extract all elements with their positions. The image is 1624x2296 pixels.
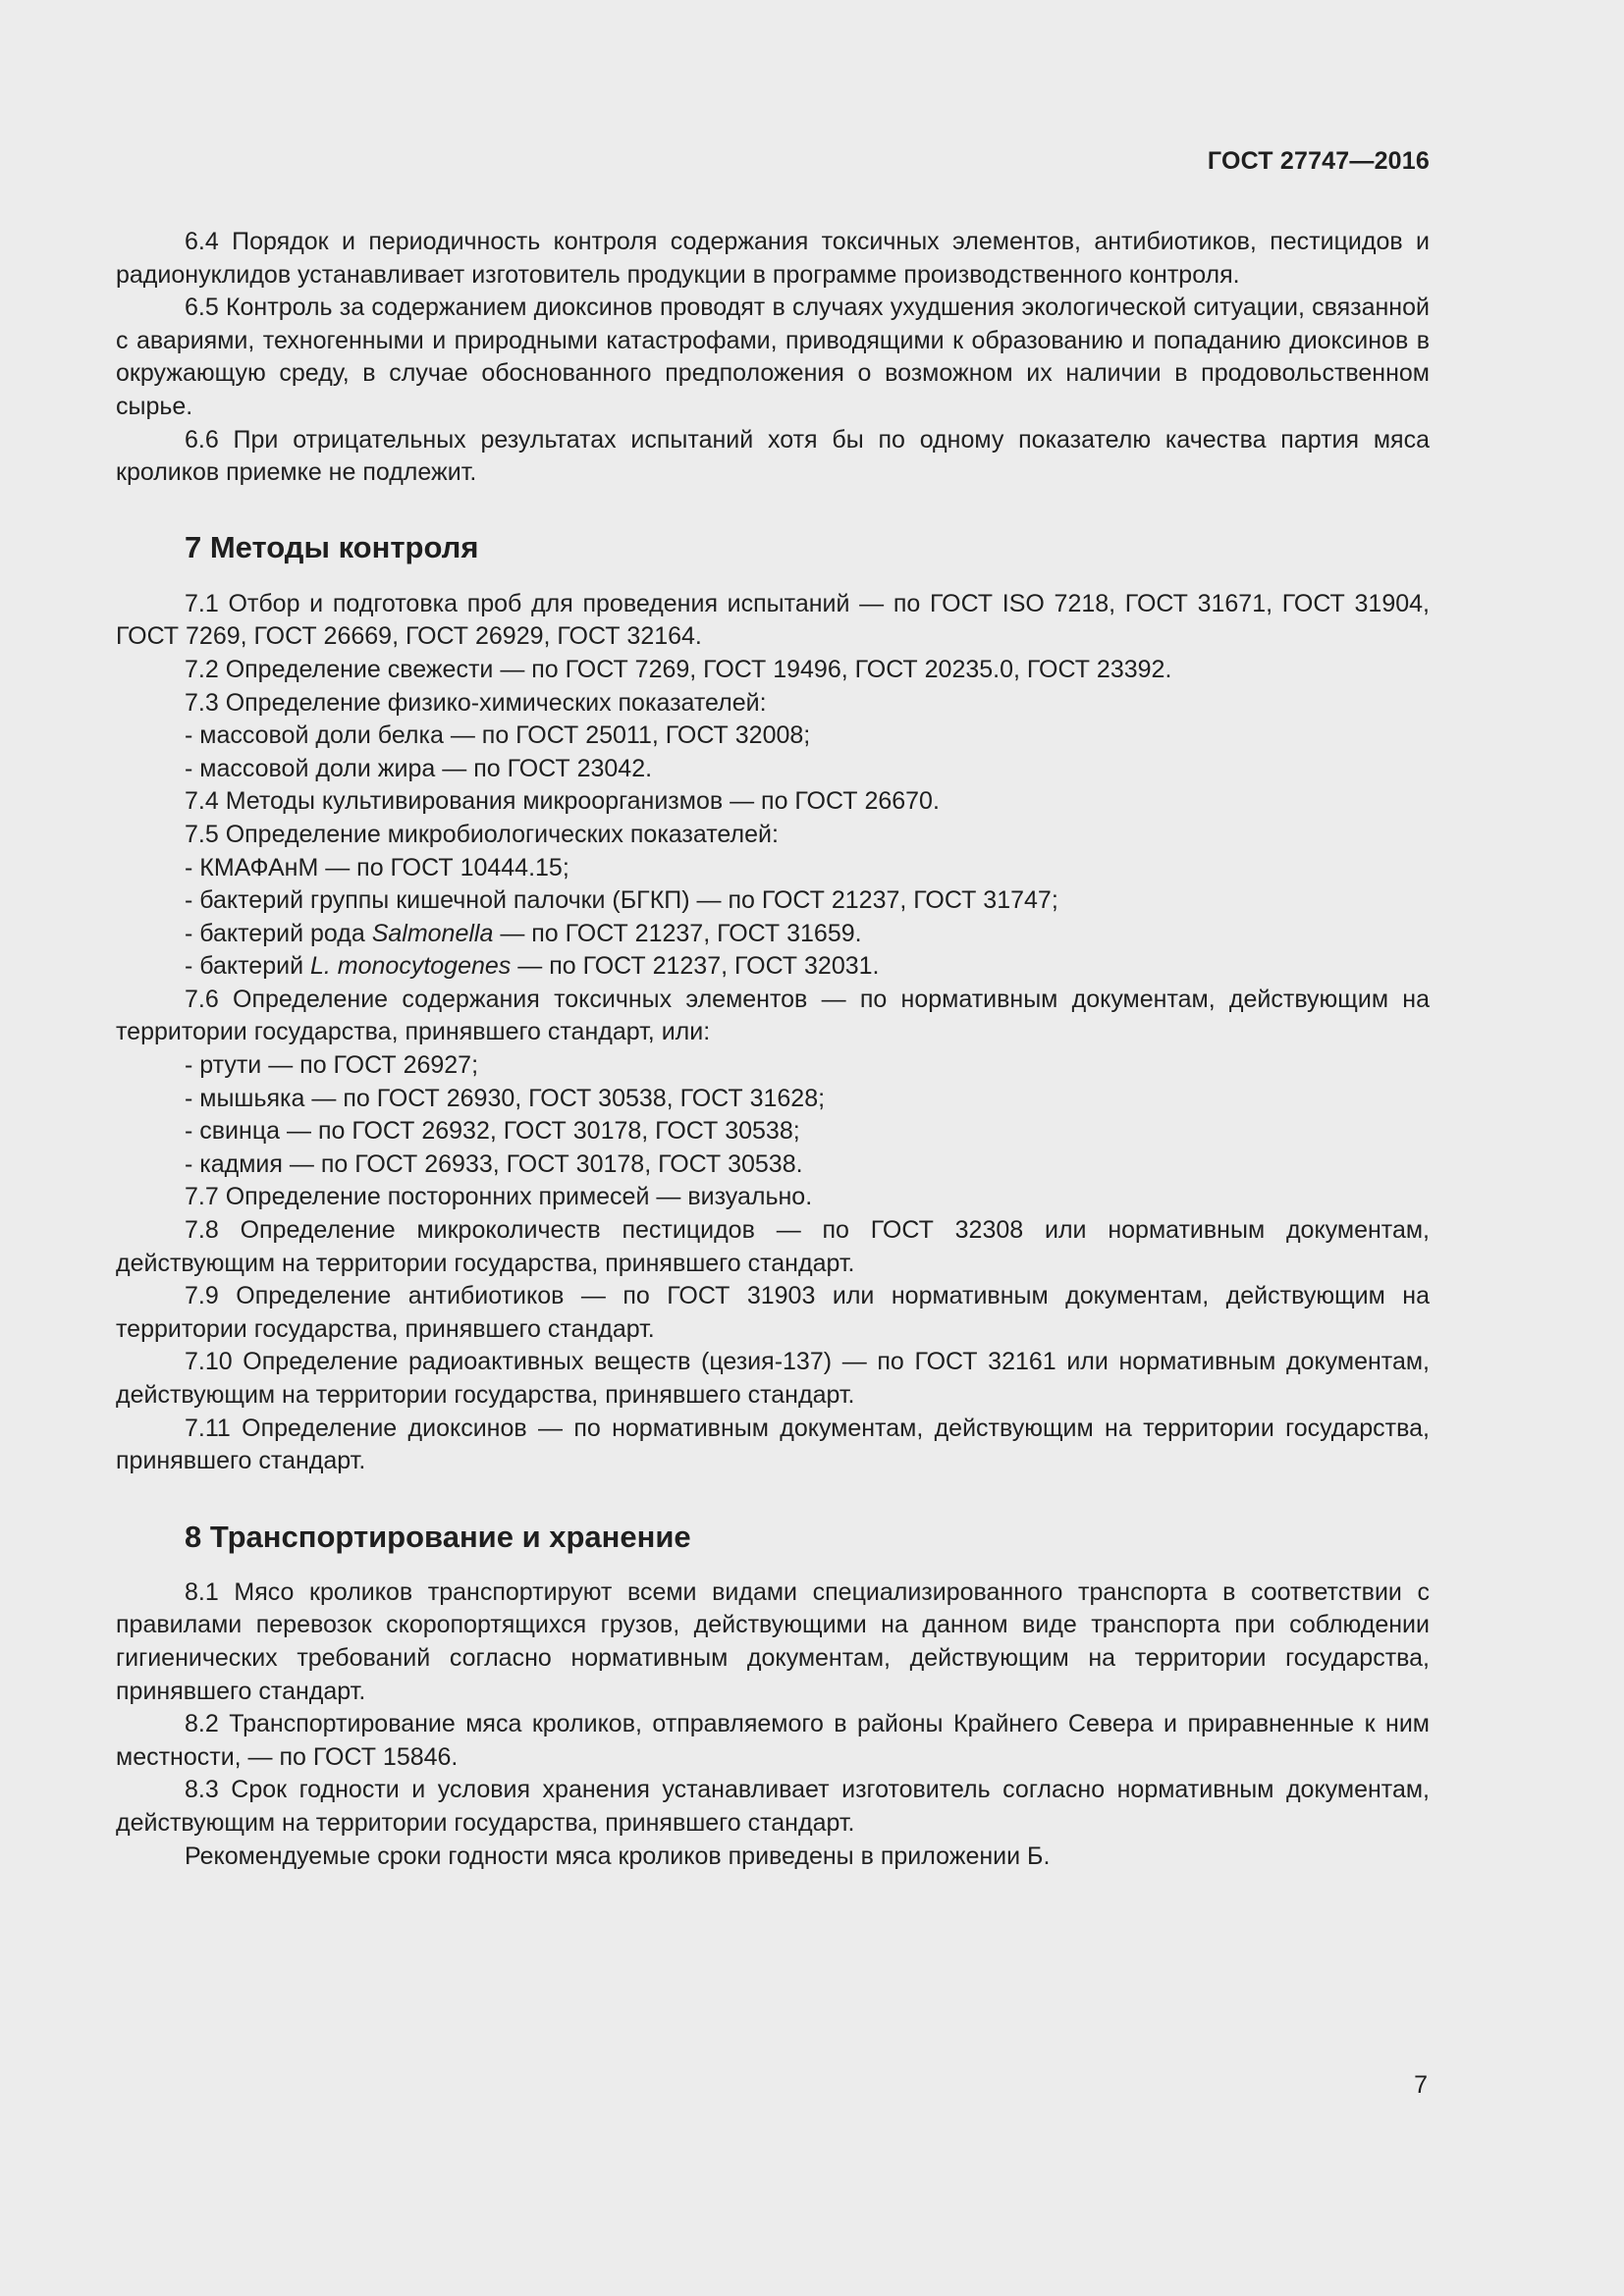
- paragraph-7-2: 7.2 Определение свежести — по ГОСТ 7269, ГОСТ 19496, ГОСТ 20235.0, ГОСТ 23392.: [185, 655, 1172, 683]
- list-item: - КМАФАнМ — по ГОСТ 10444.15;: [185, 853, 569, 881]
- paragraph-8-3: 8.3 Срок годности и условия хранения устанавливает изготовитель согласно нормативным документам, действующим на территории государства, принявшего стандарт.: [116, 1776, 1430, 1837]
- paragraph-7-8: 7.8 Определение микроколичеств пестицидов — по ГОСТ 32308 или нормативным документам, действующим на территории государства, принявшего стандарт.: [116, 1216, 1430, 1277]
- list-item: - массовой доли белка — по ГОСТ 25011, ГОСТ 32008;: [185, 721, 811, 750]
- paragraph-7-9: 7.9 Определение антибиотиков — по ГОСТ 31903 или нормативным документам, действующим на территории государства, принявшего стандарт.: [116, 1282, 1430, 1343]
- paragraph-6-5: 6.5 Контроль за содержанием диоксинов проводят в случаях ухудшения экологической ситуации, связанной с авариями, техногенными и природными катастрофами, приводящими к образованию и попаданию диоксинов в окружающую среду, в случае обоснованного предположения о возможном их наличии в продовольственном сырье.: [116, 294, 1430, 420]
- paragraph-7-3: 7.3 Определение физико-химических показателей:: [185, 688, 767, 717]
- paragraph-6-4: 6.4 Порядок и периодичность контроля содержания токсичных элементов, антибиотиков, пестицидов и радионуклидов устанавливает изготовитель продукции в программе производственного контроля.: [116, 228, 1430, 289]
- paragraph-7-11: 7.11 Определение диоксинов — по нормативным документам, действующим на территории государства, принявшего стандарт.: [116, 1414, 1430, 1475]
- organism-name: Salmonella: [371, 919, 494, 947]
- paragraph-7-5: 7.5 Определение микробиологических показателей:: [185, 820, 779, 848]
- section-8-title: 8 Транспортирование и хранение: [185, 1519, 691, 1554]
- paragraph-7-10: 7.10 Определение радиоактивных веществ (цезия-137) — по ГОСТ 32161 или нормативным документам, действующим на территории государства, принявшего стандарт.: [116, 1348, 1430, 1409]
- list-item: - массовой доли жира — по ГОСТ 23042.: [185, 754, 653, 782]
- item-text: — по ГОСТ 21237, ГОСТ 32031.: [511, 952, 880, 981]
- list-item: - кадмия — по ГОСТ 26933, ГОСТ 30178, ГОСТ 30538.: [185, 1149, 803, 1178]
- paragraph-7-7: 7.7 Определение посторонних примесей — визуально.: [185, 1183, 813, 1211]
- standard-header: ГОСТ 27747—2016: [1207, 147, 1430, 175]
- paragraph-6-6: 6.6 При отрицательных результатах испытаний хотя бы по одному показателю качества партия мяса кроликов приемке не подлежит.: [116, 425, 1430, 487]
- paragraph-8-note: Рекомендуемые сроки годности мяса кроликов приведены в приложении Б.: [185, 1842, 1051, 1870]
- page-number: 7: [1414, 2071, 1428, 2099]
- paragraph-8-1: 8.1 Мясо кроликов транспортируют всеми видами специализированного транспорта в соответствии с правилами перевозок скоропортящихся грузов, действующими на данном виде транспорта при соблюдении гигиенических требований согласно нормативным документам, действующим на территории государства, принявшего стандарт.: [116, 1577, 1430, 1705]
- page-content: [116, 226, 1430, 1873]
- paragraph-8-2: 8.2 Транспортирование мяса кроликов, отправляемого в районы Крайнего Севера и приравненные к ним местности, — по ГОСТ 15846.: [116, 1710, 1430, 1771]
- item-text: - бактерий: [185, 952, 310, 981]
- list-item-salmonella: [116, 918, 1430, 951]
- section-7-title: 7 Методы контроля: [185, 529, 479, 564]
- list-item: - ртути — по ГОСТ 26927;: [185, 1051, 479, 1080]
- paragraph-7-4: 7.4 Методы культивирования микроорганизмов — по ГОСТ 26670.: [185, 787, 940, 816]
- list-item: - мышьяка — по ГОСТ 26930, ГОСТ 30538, ГОСТ 31628;: [185, 1084, 826, 1112]
- list-item: - свинца — по ГОСТ 26932, ГОСТ 30178, ГОСТ 30538;: [185, 1117, 800, 1146]
- item-text: — по ГОСТ 21237, ГОСТ 31659.: [493, 919, 862, 947]
- list-item-listeria: [116, 950, 1430, 984]
- organism-name: L. monocytogenes: [310, 952, 512, 981]
- paragraph-7-6: 7.6 Определение содержания токсичных элементов — по нормативным документам, действующим на территории государства, принявшего стандарт, или:: [116, 985, 1430, 1046]
- paragraph-7-1: 7.1 Отбор и подготовка проб для проведения испытаний — по ГОСТ ISO 7218, ГОСТ 31671, ГОСТ 31904, ГОСТ 7269, ГОСТ 26669, ГОСТ 26929, ГОСТ 32164.: [116, 589, 1430, 651]
- list-item: - бактерий группы кишечной палочки (БГКП) — по ГОСТ 21237, ГОСТ 31747;: [185, 886, 1058, 915]
- item-text: - бактерий рода: [185, 919, 372, 947]
